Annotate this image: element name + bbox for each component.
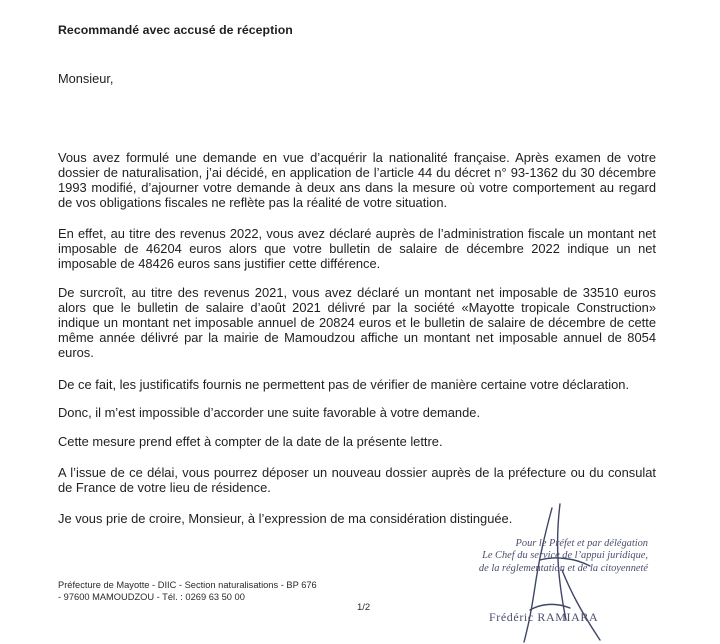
footer-address-line-1: Préfecture de Mayotte - DIIC - Section naturalisations - BP 676 xyxy=(58,580,317,590)
paragraph-conclusion: De ce fait, les justificatifs fournis ne permettent pas de vérifier de manière certaine votre déclaration. xyxy=(58,377,630,392)
salutation: Monsieur, xyxy=(58,71,114,86)
registered-mail-mention: Recommandé avec accusé de réception xyxy=(58,23,293,37)
footer-address-line-2: - 97600 MAMOUDZOU - Tél. : 0269 63 50 00 xyxy=(58,592,245,602)
paragraph-income-2021: De surcroît, au titre des revenus 2021, vous avez déclaré un montant net imposable de 33510 euros alors que le bulletin de salaire d’août 2021 délivré par la société «Mayotte tropicale Construction» indique un montant net imposable annuel de 20824 euros et le bulletin de salaire de décembre de cette même année délivré par la mairie de Mamoudzou affiche un montant net imposable annuel de 8054 euros. xyxy=(58,285,656,361)
paragraph-effective-date: Cette mesure prend effet à compter de la date de la présente lettre. xyxy=(58,434,443,449)
signature-department-line: de la réglementation et de la citoyenneté xyxy=(478,562,648,574)
signature-delegation-line: Pour le Préfet et par délégation xyxy=(515,538,648,549)
paragraph-new-application: A l’issue de ce délai, vous pourrez déposer un nouveau dossier auprès de la préfecture ou du consulat de France de votre lieu de résidence. xyxy=(58,465,656,496)
paragraph-refusal: Donc, il m’est impossible d’accorder une suite favorable à votre demande. xyxy=(58,405,481,420)
closing-formula: Je vous prie de croire, Monsieur, à l’expression de ma considération distinguée. xyxy=(58,511,513,526)
paragraph-income-2022: En effet, au titre des revenus 2022, vous avez déclaré auprès de l’administration fiscale un montant net imposable de 46204 euros alors que votre bulletin de salaire de décembre 2022 indique un net imposable de 48426 euros sans justifier cette différence. xyxy=(58,226,656,272)
signature-block xyxy=(418,538,648,575)
page-number: 1/2 xyxy=(357,602,371,613)
paragraph-decision: Vous avez formulé une demande en vue d’acquérir la nationalité française. Après examen de votre dossier de naturalisation, j’ai décidé, en application de l’article 44 du décret n° 93-1362 du 30 décembre 1993 modifié, d’ajourner votre demande à deux ans dans la mesure où votre comportement au regard de vos obligations fiscales ne reflète pas la réalité de votre situation. xyxy=(58,150,656,211)
signature-service-line: Le Chef du service de l’appui juridique, xyxy=(482,550,648,562)
signatory-name: Frédéric RAMIARA xyxy=(489,610,599,624)
